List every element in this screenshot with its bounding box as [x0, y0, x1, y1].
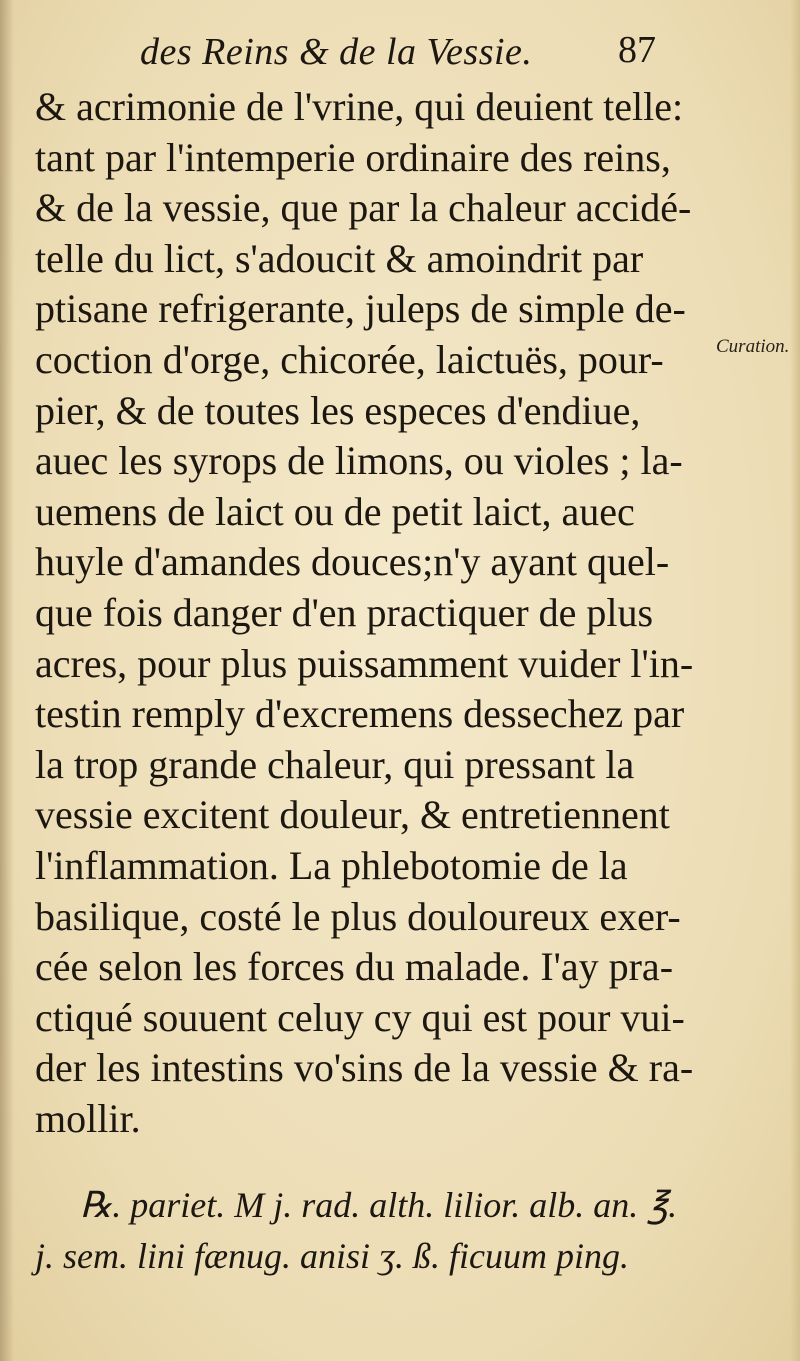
recipe-line: ℞. pariet. M j. rad. alth. lilior. alb. an. ℥. — [80, 1185, 678, 1225]
body-text — [35, 82, 695, 1144]
text-line: telle du lict, s'adoucit & amoindrit par — [35, 235, 644, 281]
text-line: la trop grande chaleur, qui pressant la — [35, 741, 635, 787]
text-line: & acrimonie de l'vrine, qui deuient telle: — [35, 84, 684, 129]
text-line: que fois danger d'en practiquer de plus — [35, 589, 654, 635]
text-line: pier, & de toutes les especes d'endiue, — [35, 387, 641, 433]
text-line: coction d'orge, chicorée, laictuës, pour- — [35, 336, 664, 382]
text-line: vessie excitent douleur, & entretiennent — [35, 792, 670, 838]
margin-note: Curation. — [716, 336, 790, 357]
page-number: 87 — [618, 29, 656, 71]
text-line: mollir. — [35, 1095, 141, 1141]
recipe — [35, 1180, 695, 1281]
text-line: der les intestins vo'sins de la vessie & ra- — [35, 1045, 694, 1091]
text-line: basilique, costé le plus douloureux exer- — [35, 893, 681, 939]
text-line: ctiqué souuent celuy cy qui est pour vui- — [35, 994, 685, 1040]
text-line: auec les syrops de limons, ou violes ; la- — [35, 438, 683, 484]
text-line: ptisane refrigerante, juleps de simple de- — [35, 286, 686, 332]
text-line: uemens de laict ou de petit laict, auec — [35, 488, 635, 534]
text-line: & de la vessie, que par la chaleur accidé- — [35, 185, 692, 231]
text-line: cée selon les forces du malade. I'ay pra- — [35, 944, 674, 990]
text-line: testin remply d'excremens dessechez par — [35, 691, 685, 737]
recipe-line: j. sem. lini fænug. anisi ʒ. ß. ficuum ping. — [35, 1235, 629, 1276]
text-line: acres, pour plus puissamment vuider l'in- — [35, 640, 694, 686]
text-line: l'inflammation. La phlebotomie de la — [35, 842, 628, 888]
text-line: tant par l'intemperie ordinaire des reins, — [35, 134, 671, 180]
text-line: huyle d'amandes douces;n'y ayant quel- — [35, 539, 670, 585]
running-title: des Reins & de la Vessie. — [140, 31, 533, 73]
